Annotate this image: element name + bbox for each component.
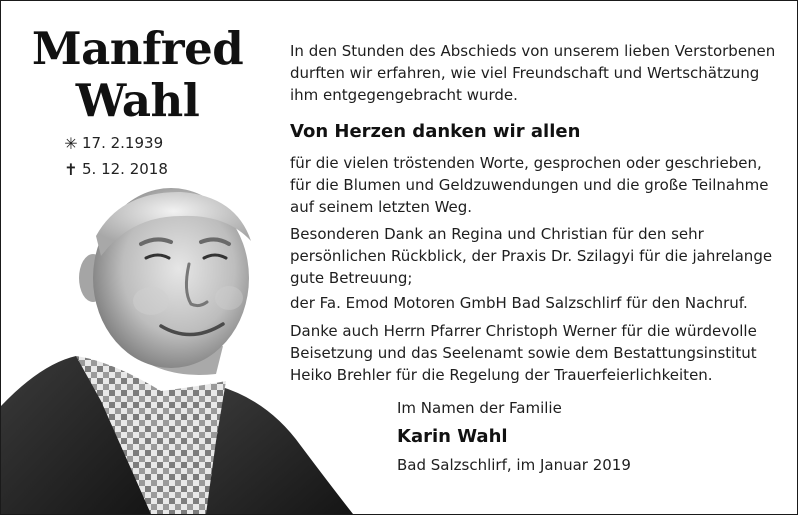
birth-row — [60, 130, 230, 156]
life-dates — [60, 130, 230, 182]
death-date: 5. 12. 2018 — [82, 160, 168, 178]
signature-name: Karin Wahl — [397, 426, 508, 447]
deceased-last-name: Wahl — [75, 74, 200, 127]
intro-paragraph: In den Stunden des Abschieds von unserem lieben Verstorbenen durften wir erfahren, wie viel Freundschaft und Wertschätzung ihm entgegengebracht wurde. — [290, 42, 776, 104]
deceased-first-name: Manfred — [31, 22, 244, 75]
death-row — [60, 156, 230, 182]
on-behalf-line: Im Namen der Familie — [397, 399, 562, 417]
thanks-paragraph-2: Besonderen Dank an Regina und Christian für den sehr persönlichen Rückblick, der Praxis Dr. Szilagyi für die jahrelange gute Betreuung; — [290, 225, 773, 287]
birth-date: 17. 2.1939 — [82, 134, 164, 152]
birth-star-icon: ✳ — [64, 133, 78, 153]
place-date-line: Bad Salzschlirf, im Januar 2019 — [397, 456, 631, 474]
thanks-paragraph-4: Danke auch Herrn Pfarrer Christoph Werner für die würdevolle Beisetzung und das Seelenamt sowie dem Bestattungsinstitut Heiko Brehler für die Regelung der Trauerfeierlichkeiten. — [290, 322, 757, 384]
thanks-paragraph-3: der Fa. Emod Motoren GmbH Bad Salzschlirf für den Nachruf. — [290, 294, 748, 312]
thanks-paragraph-1: für die vielen tröstenden Worte, gesprochen oder geschrieben, für die Blumen und Geldzuwendungen und die große Teilnahme auf seinem letzten Weg. — [290, 154, 769, 216]
death-cross-icon: ✝ — [64, 159, 78, 179]
thanks-heading: Von Herzen danken wir allen — [290, 121, 581, 142]
